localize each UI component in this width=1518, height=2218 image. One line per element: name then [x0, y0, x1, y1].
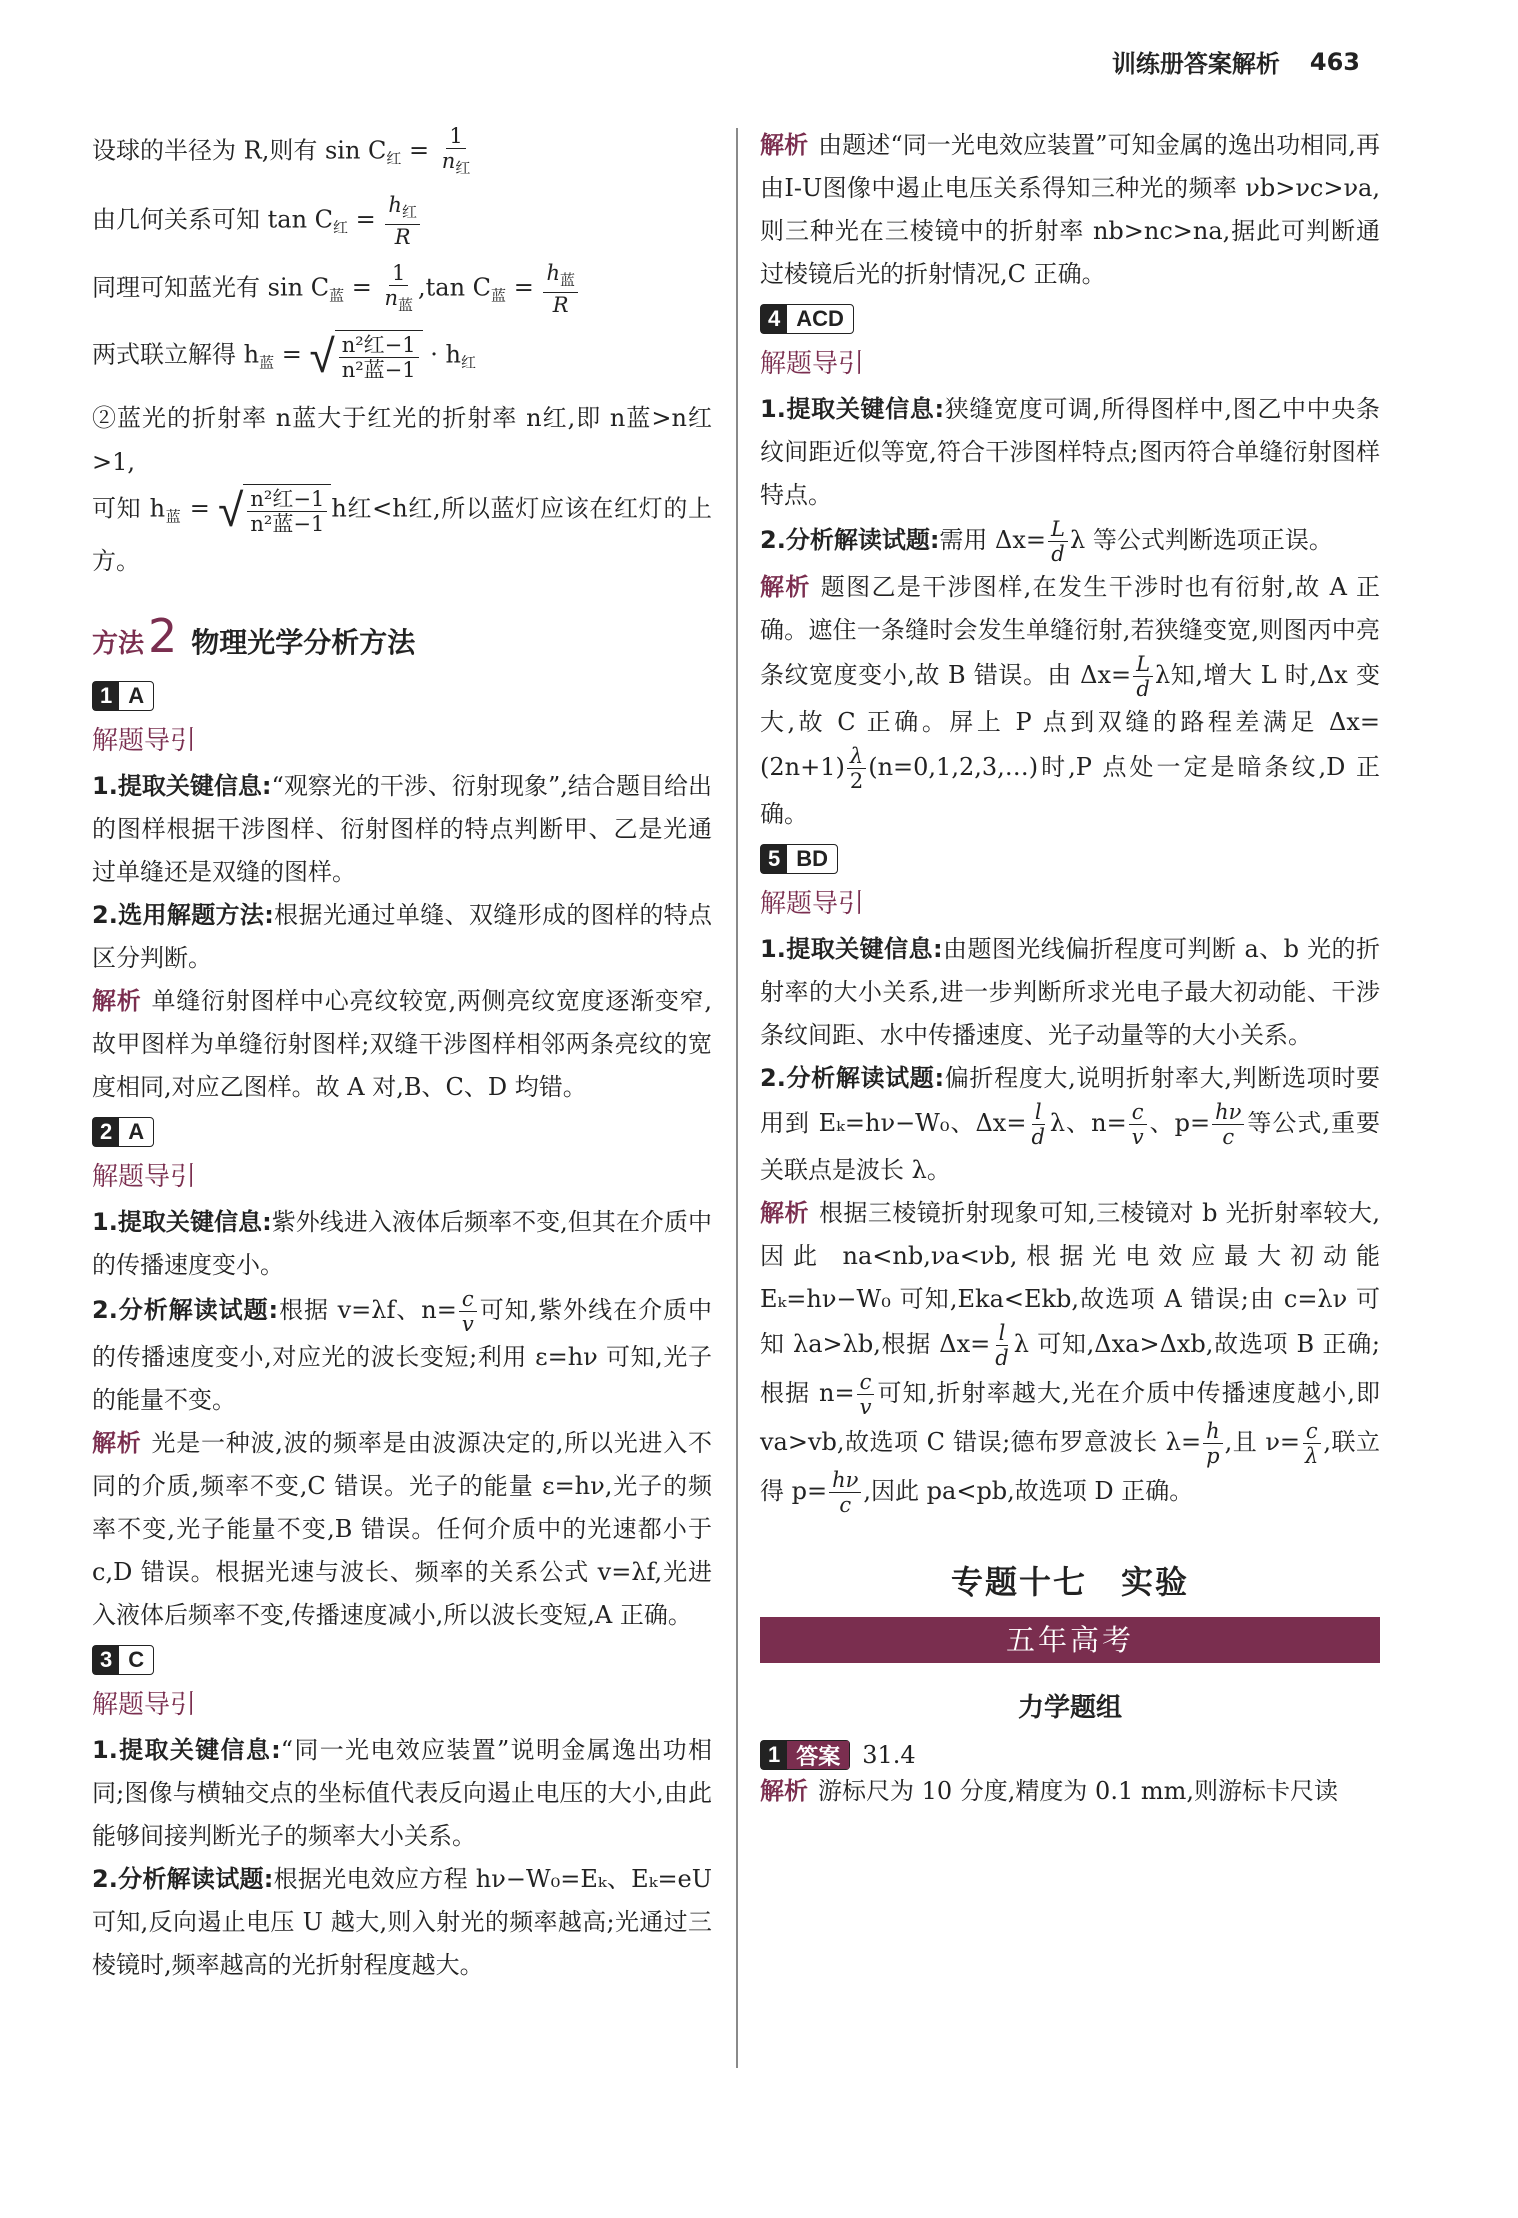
step-text: 1.提取关键信息:狭缝宽度可调,所得图样中,图乙中中央条纹间距近似等宽,符合干涉图样特点;图丙符合单缝衍射图样特点。 [760, 395, 1380, 509]
question-badge: 2 A [92, 1117, 154, 1147]
step-text: 1.提取关键信息:“观察光的干涉、衍射现象”,结合题目给出的图样根据干涉图样、衍射图样的特点判断甲、乙是光通过单缝还是双缝的图样。 [92, 771, 712, 886]
step-text: 2.分析解读试题:偏折程度大,说明折射率大,判断选项时要用到 Eₖ=hν−W₀、Δx= $\frac{l}{d}$ λ、n= $\frac{c}{v}$ 、p= $\frac{h\nu}{c}$ 等公式,重要关联点是波长 λ。 [760, 1064, 1381, 1184]
step-text: 1.提取关键信息:由题图光线偏折程度可判断 a、b 光的折射率的大小关系,进一步判断所求光电子最大初动能、干涉条纹间距、水中传播速度、光子动量等的大小关系。 [760, 935, 1380, 1049]
analysis-text: 解析 由题述“同一光电效应装置”可知金属的逸出功相同,再由I-U图像中遏止电压关系得知三种光的频率 νb>νc>νa,则三种光在三棱镜中的折射率 nb>nc>na,据此可判断通过棱镜后光的折射情况,C 正确。 [760, 131, 1380, 288]
analysis-text: 解析 题图乙是干涉图样,在发生干涉时也有衍射,故 A 正确。遮住一条缝时会发生单缝衍射,若狭缝变宽,则图丙中亮条纹宽度变小,故 B 错误。由 Δx= $\frac{L}{d}$ λ知,增大 L 时,Δx 变大,故 C 正确。屏上 P 点到双缝的路程差满足 Δx=(2n+1) $\frac{\lambda}{2}$ (n=0,1,2,3,…)时,P 点处一定是暗条纹,D 正确。 [760, 573, 1380, 828]
page-header [1112, 44, 1360, 79]
step-text: 2.分析解读试题:需用 Δx= $\frac{L}{d}$ λ 等公式判断选项正误。 [760, 517, 1333, 566]
column-divider [736, 128, 738, 2068]
analysis-text: 解析 游标尺为 10 分度,精度为 0.1 mm,则游标卡尺读 [760, 1777, 1338, 1805]
page-number: 463 [1309, 47, 1360, 76]
step-text: 1.提取关键信息:“同一光电效应装置”说明金属逸出功相同;图像与横轴交点的坐标值代表反向遏止电压的大小,由此能够间接判断光子的频率大小关系。 [92, 1735, 712, 1850]
topic-title: 专题十七 实验 [950, 1563, 1189, 1601]
analysis-text: 解析 单缝衍射图样中心亮纹较宽,两侧亮纹宽度逐渐变窄,故甲图样为单缝衍射图样;双缝干涉图样相邻两条亮纹的宽度相同,对应乙图样。故 A 对,B、C、D 均错。 [92, 986, 712, 1101]
guide-heading: 解题导引 [92, 1161, 197, 1192]
eq-line-2: 由几何关系可知 $\tan C_红$ = $\frac{h_红}{R}$ [92, 193, 712, 250]
question-badge: 1 A [92, 681, 154, 711]
guide-heading: 解题导引 [760, 889, 865, 919]
question-badge: 5 BD [760, 844, 838, 874]
question-badge: 3 C [92, 1645, 154, 1675]
right-column [760, 124, 1380, 1813]
eq-line-1: 设球的半径为 R,则有 $\sin C_红$ = $\frac{1}{n_红}$ [92, 124, 471, 177]
left-column [92, 124, 712, 1987]
step-text: 2.分析解读试题:根据光电效应方程 hν−W₀=Eₖ、Eₖ=eU 可知,反向遏止电压 U 越大,则入射光的频率越高;光通过三棱镜时,频率越高的光折射程度越大。 [92, 1864, 712, 1979]
analysis-text: 解析 光是一种波,波的频率是由波源决定的,所以光进入不同的介质,频率不变,C 错误。光子的能量 ε=hν,光子的频率不变,光子能量不变,B 错误。任何介质中的光速都小于 c,D 错误。根据光速与波长、频率的关系公式 v=λf,光进入液体后频率不变,传播速度减小,所以波长变短,A 正确。 [92, 1428, 712, 1629]
group-title: 力学题组 [1017, 1693, 1122, 1723]
answer-line [760, 1740, 1380, 1770]
step-text: 2.分析解读试题:根据 v=λf、n= $\frac{c}{v}$ 可知,紫外线在介质中的传播速度变小,对应光的波长变短;利用 ε=hν 可知,光子的能量不变。 [92, 1286, 712, 1414]
guide-heading: 解题导引 [760, 349, 865, 379]
analysis-text: 解析 根据三棱镜折射现象可知,三棱镜对 b 光折射率较大,因此 na<nb,νa<νb,根据光电效应最大初动能 Eₖ=hν−W₀ 可知,Eka<Ekb,故选项 A 错误;由 c=λν 可知 λa>λb,根据 Δx= $\frac{l}{d}$ λ 可知,Δxa>Δxb,故选项 B 正确;根据 n= $\frac{c}{v}$ 可知,折射率越大,光在介质中传播速度越小,即 va>vb,故选项 C 错误;德布罗意波长 λ= $\frac{h}{p}$ ,且 ν= $\frac{c}{\lambda}$ ,联立得 p= $\frac{h\nu}{c}$ ,因此 pa<pb,故选项 D 正确。 [760, 1199, 1380, 1517]
section-bar: 五年高考 [760, 1617, 1380, 1663]
header-title: 训练册答案解析 [1111, 50, 1280, 78]
method-heading: 方法 2 物理光学分析方法 [92, 608, 416, 663]
eq-line-6: 可知 $h_蓝$ = √ $\frac{\text{n²红−1}}{\text{n²蓝−1}}$ h红<h红,所以蓝灯应该在红灯的上方。 [92, 483, 712, 575]
answer-value: 31.4 [862, 1741, 916, 1769]
step-text: 1.提取关键信息:紫外线进入液体后频率不变,但其在介质中的传播速度变小。 [92, 1207, 712, 1279]
guide-heading: 解题导引 [92, 1689, 197, 1720]
question-badge: 1 答案 [760, 1740, 850, 1770]
eq-line-4: 两式联立解得 $h_蓝$ = √ $\frac{\text{n²红−1}}{\text{n²蓝−1}}$ · $h_红$ [92, 328, 477, 383]
guide-heading: 解题导引 [92, 725, 197, 756]
step-text: 2.选用解题方法:根据光通过单缝、双缝形成的图样的特点区分判断。 [92, 900, 713, 972]
eq-line-5: ②蓝光的折射率 n蓝大于红光的折射率 n红,即 n蓝>n红>1, [92, 404, 712, 476]
question-badge: 4 ACD [760, 304, 854, 334]
eq-line-3: 同理可知蓝光有 $\sin C_蓝$ = $\frac{1}{n_蓝}$ ,tan $C_蓝$ = $\frac{h_蓝}{R}$ [92, 261, 712, 318]
